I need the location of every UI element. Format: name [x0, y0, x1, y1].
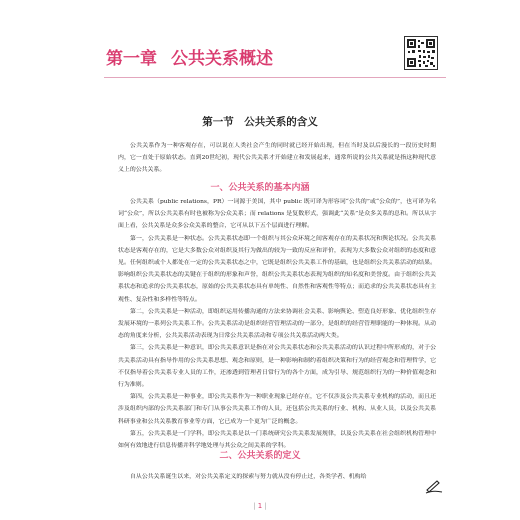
paragraph: 第二，公共关系是一种活动，即组织运用传播沟通的方法来协调社会关系、影响舆论、塑造良好形象、优化组织生存发展环境的一系列公共关系工作。公共关系活动是组织经营管理活动的一部分，是组织的经营管理职能的一种体现。从动态的角度来分析，公共关系活动表现为日常公共关系活动和专项公共关系活动两大类。 [118, 308, 436, 340]
subsection-title-basic-meaning: 一、公共关系的基本内涵 [210, 183, 310, 193]
closing-text [118, 471, 436, 483]
qr-code-graphic [405, 37, 437, 69]
pen-icon [424, 478, 444, 494]
intro-text [118, 140, 436, 177]
chapter-title [106, 44, 273, 69]
page-number-value: 1 [257, 502, 263, 510]
chapter-name: 公共关系概述 [171, 49, 273, 69]
paragraph: 自从公共关系诞生以来，对公共关系定义的探索与努力就从没有停止过，各类学者、机构给 [130, 474, 367, 480]
paragraph: 第四，公共关系是一种事业，即公共关系作为一种职业现象已经存在，它不仅涉及公共关系专业机构的活动，而且还涉及组织内部的公共关系部门和专门从事公共关系工作的人员，还包括公共关系的行业、机构、从业人员，以及公共关系科研事业和公共关系教育事业等方面，它已成为一个更为广泛的概念。 [118, 394, 436, 425]
subsection-title-definition: 二、公共关系的定义 [219, 451, 301, 461]
chapter-divider [104, 77, 446, 78]
section-title: 第一节 公共关系的含义 [202, 116, 318, 128]
paragraph: 第一，公共关系是一种状态。公共关系状态即一个组织与其公众环境之间客观存在的关系状况和舆论状况。公共关系状态是客观存在的，它是大多数公众对组织及其行为做出的较为一致的反应和评价，表现为大多数公众对组织的态度和意见。任何组织或个人都处在一定的公共关系状态之中，它既是组织公共关系工作的基础，也是组织公共关系活动的结果。影响组织公共关系状态的关键在于组织的形象和声誉，组织公共关系状态表现为组织的知名度和美誉度。由于组织公共关系状态和追求的公共关系状态，原始的公共关系状态具有单纯性、自然性和客观性等特点；而追求的公共关系状态具有主观性、复杂性和多样性等特点。 [118, 235, 436, 303]
qr-code-icon[interactable] [404, 36, 438, 70]
paragraph: 公共关系作为一种客观存在，可以说在人类社会产生的同时就已经开始出现，但在当时及以后漫长的一段历史时期内，它一直处于原始状态。直到20世纪初，现代公共关系才开始建立和发展起来，通常所说的公共关系就是指这种现代意义上的公共关系。 [118, 143, 436, 174]
paragraph: 公共关系（public relations，PR）一词源于美国，其中 public 既可译为形容词“公共的”或“公众的”，也可译为名词“公众”，所以公共关系有时也被称为公众关系；而 relations 是复数形式，强调此“关系”是众多关系的总和。所以从字面上看，公共关系是众多公众关系的整合，它可从以下五个层面进行理解。 [118, 199, 436, 230]
page-number: | 1 | [253, 502, 267, 510]
chapter-number: 第一章 [106, 49, 157, 69]
paragraph: 第五，公共关系是一门学科，即公共关系是以一门系统研究公共关系发展规律，以及公共关系在社会组织机构管理中如何有效地进行信息传播并科学地处理与其公众之间关系的学科。 [118, 430, 436, 450]
body-text [118, 196, 436, 452]
paragraph: 第三，公共关系是一种意识，即公共关系意识是指在对公共关系状态和公共关系活动的认识过程中所形成的，对于公共关系活动具有指导作用的公共关系思想、观念和原则，是一种影响和制约着组织决策和行为的经营观念和管理哲学，它不仅指导着公共关系专业人员的工作，还渗透到管理者日常行为的各个方面，成为引导、规范组织行为的一种价值观念和行为准则。 [118, 345, 436, 389]
